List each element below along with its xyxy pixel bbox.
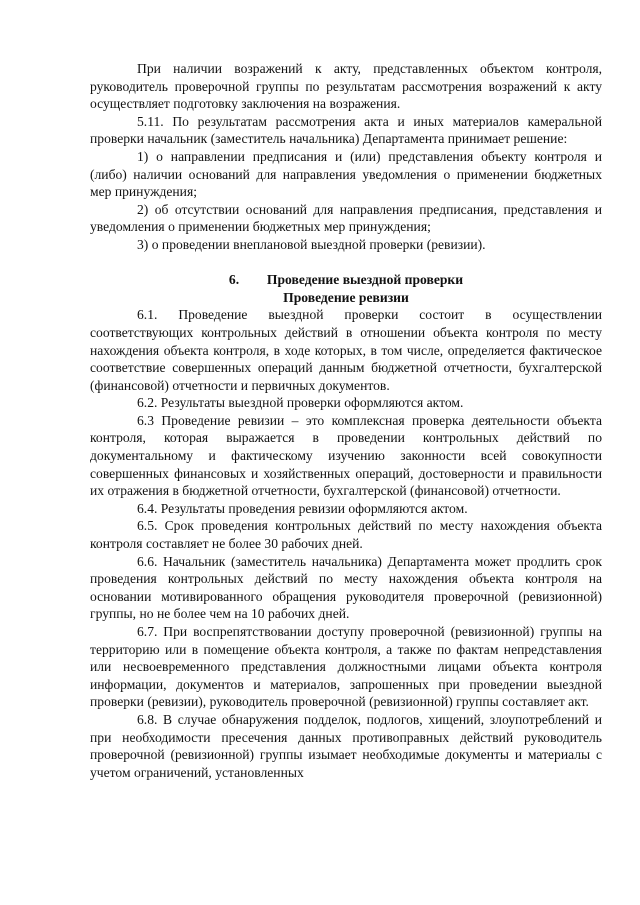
paragraph-decision-1: 1) о направлении предписания и (или) представления объекту контроля и (либо) наличии оснований для направления уведомления о применении бюджетных мер принуждения; (90, 148, 602, 200)
document-body (90, 60, 602, 781)
paragraph-6-7: 6.7. При воспрепятствовании доступу проверочной (ревизионной) группы на территорию или в помещение объекта контроля, а также по фактам непредставления или несвоевременного представления должностными лицами объекта контроля информации, документов и материалов, запрошенных при проведении выездной проверки (ревизии), руководитель проверочной (ревизионной) группы составляет акт. (90, 624, 602, 710)
section-subtitle: Проведение ревизии (283, 289, 409, 305)
paragraph-decision-3: 3) о проведении внеплановой выездной проверки (ревизии). (137, 236, 486, 252)
section-spacer (90, 254, 602, 272)
paragraph-5-11: 5.11. По результатам рассмотрения акта и иных материалов камеральной проверки начальник (заместитель начальника) Департамента принимает решение: (90, 113, 602, 147)
paragraph-6-6: 6.6. Начальник (заместитель начальника) Департамента может продлить срок проведения контрольных действий по месту нахождения объекта контроля на основании мотивированного обращения руководителя проверочной (ревизионной) группы, но не более чем на 10 рабочих дней. (90, 553, 602, 622)
paragraph-6-5: 6.5. Срок проведения контрольных действий по месту нахождения объекта контроля составляет не более 30 рабочих дней. (90, 518, 602, 552)
section-title: Проведение выездной проверки (266, 272, 464, 288)
section-number: 6. (228, 272, 240, 288)
paragraph-objections: При наличии возражений к акту, представленных объектом контроля, руководитель проверочной группы по результатам рассмотрения возражений к акту осуществляет подготовку заключения на возражения. (90, 61, 602, 112)
paragraph-6-8: 6.8. В случае обнаружения подделок, подлогов, хищений, злоупотреблений и при необходимости пресечения данных противоправных действий руководитель проверочной (ревизионной) группы изымает необходимые документы и материалы с учетом ограничений, установленных (90, 711, 602, 780)
paragraph-6-1: 6.1. Проведение выездной проверки состоит в осуществлении соответствующих контрольных действий в отношении объекта контроля по месту нахождения объекта контроля, в ходе которых, в том числе, определяется фактическое соответствие совершенных операций данным бюджетной отчетности, бухгалтерской (финансовой) отчетности и первичных документов. (90, 307, 602, 393)
paragraph-6-4: 6.4. Результаты проведения ревизии оформляются актом. (137, 500, 468, 516)
paragraph-6-2: 6.2. Результаты выездной проверки оформляются актом. (137, 395, 464, 411)
paragraph-6-3: 6.3 Проведение ревизии – это комплексная проверка деятельности объекта контроля, которая выражается в проведении контрольных действий по документальному и фактическому изучению законности всей совокупности совершенных финансовых и хозяйственных операций, достоверности и правильности их отражения в бюджетной отчетности, бухгалтерской (финансовой) отчетности. (90, 412, 602, 499)
section-heading (90, 271, 602, 289)
paragraph-decision-2: 2) об отсутствии оснований для направления предписания, представления и уведомления о применении бюджетных мер принуждения; (90, 201, 602, 235)
